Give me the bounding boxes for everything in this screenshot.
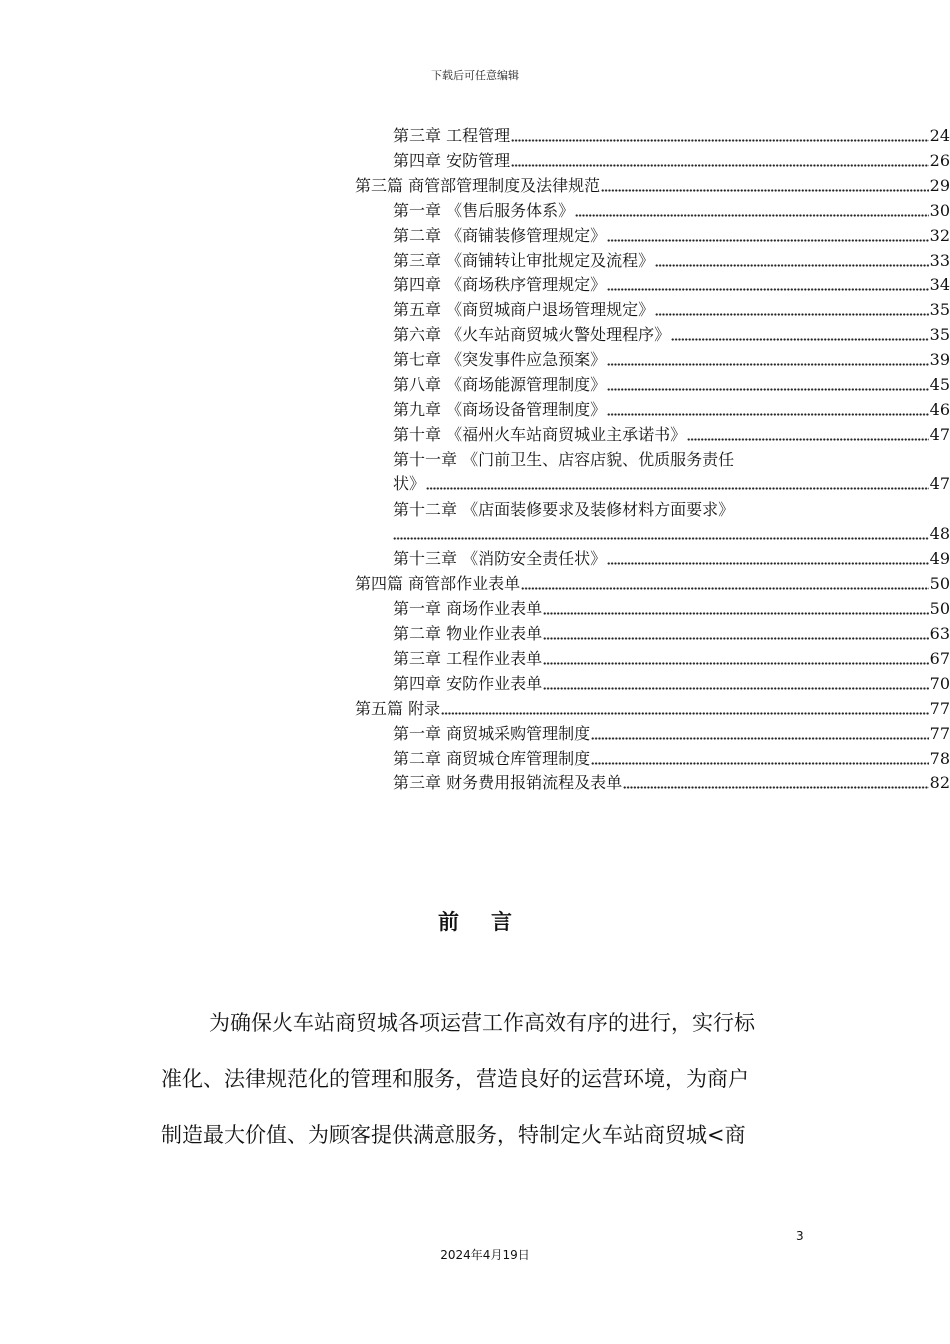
- toc-entry-title: 第七章 《突发事件应急预案》: [393, 350, 607, 370]
- toc-entry-title: 第八章 《商场能源管理制度》: [393, 375, 607, 394]
- toc-entry-page: 33: [929, 250, 950, 270]
- toc-entry-page: 77: [929, 723, 950, 743]
- toc-entry-title: 第三章 工程管理: [393, 126, 511, 145]
- dot-leader: [543, 661, 929, 666]
- dot-leader: [543, 686, 929, 691]
- toc-entry-page: 63: [929, 624, 950, 643]
- toc-entry-page: 50: [929, 599, 950, 619]
- dot-leader: [607, 287, 929, 292]
- toc-chapter-entry[interactable]: [393, 348, 950, 372]
- toc-chapter-entry[interactable]: [393, 747, 950, 771]
- toc-chapter-entry[interactable]: [393, 224, 950, 248]
- toc-entry-title: 第十二章 《店面装修要求及装修材料方面要求》: [393, 499, 735, 519]
- dot-leader: [607, 412, 929, 417]
- toc-entry-page: 47: [929, 424, 950, 444]
- toc-entry-page: 39: [929, 350, 950, 370]
- toc-part-entry[interactable]: [355, 572, 950, 596]
- dot-leader: [511, 163, 929, 168]
- toc-entry-title: 第五章 《商贸城商户退场管理规定》: [393, 300, 655, 320]
- toc-chapter-entry[interactable]: [393, 398, 950, 422]
- dot-leader: [607, 387, 929, 392]
- toc-entry-page: 47: [929, 473, 950, 493]
- toc-entry-title: 第三章 财务费用报销流程及表单: [393, 773, 623, 793]
- toc-chapter-entry[interactable]: [393, 622, 950, 646]
- toc-entry-title: 第三章 工程作业表单: [393, 648, 543, 668]
- toc-entry-title: 第二章 《商铺装修管理规定》: [393, 225, 607, 245]
- toc-chapter-entry[interactable]: [393, 249, 950, 273]
- toc-chapter-entry[interactable]: [393, 771, 950, 795]
- toc-entry-title: 第十一章 《门前卫生、店容店貌、优质服务责任: [393, 449, 735, 469]
- dot-leader: [521, 586, 929, 591]
- toc-entry-page: 48: [929, 523, 950, 543]
- dot-leader: [671, 337, 929, 342]
- toc-entry-title-continued: 状》: [393, 473, 426, 493]
- toc-entry-title: 第二章 物业作业表单: [393, 624, 543, 643]
- dot-leader: [543, 611, 929, 616]
- toc-chapter-entry[interactable]: [393, 498, 950, 546]
- dot-leader: [623, 785, 929, 790]
- dot-leader: [607, 238, 929, 243]
- toc-entry-title: 第一章 《售后服务体系》: [393, 200, 575, 220]
- toc-entry-title: 第二章 商贸城仓库管理制度: [393, 748, 591, 768]
- toc-entry-title: 第三篇 商管部管理制度及法律规范: [355, 175, 601, 195]
- preface-line: 为确保火车站商贸城各项运营工作高效有序的进行，实行标: [209, 1011, 755, 1035]
- dot-leader: [687, 437, 929, 442]
- toc-entry-page: 35: [929, 300, 950, 320]
- page-number: 3: [796, 1229, 804, 1243]
- toc-chapter-entry[interactable]: [393, 124, 950, 148]
- toc-chapter-entry[interactable]: [393, 423, 950, 447]
- toc-entry-title: 第一章 商场作业表单: [393, 599, 543, 619]
- toc-entry-page: 70: [929, 673, 950, 693]
- toc-entry-page: 45: [929, 375, 950, 394]
- toc-entry-title: 第三章 《商铺转让审批规定及流程》: [393, 250, 655, 270]
- toc-chapter-entry[interactable]: [393, 722, 950, 746]
- toc-part-entry[interactable]: [355, 174, 950, 198]
- toc-chapter-entry[interactable]: [393, 373, 950, 397]
- toc-entry-page: 35: [929, 325, 950, 345]
- toc-entry-page: 46: [929, 399, 950, 419]
- preface-title: 前言: [438, 909, 544, 934]
- toc-entry-title: 第五篇 附录: [355, 698, 441, 718]
- toc-entry-title: 第一章 商贸城采购管理制度: [393, 723, 591, 743]
- dot-leader: [591, 761, 929, 766]
- toc-entry-title: 第四章 安防作业表单: [393, 673, 543, 693]
- toc-chapter-entry[interactable]: [393, 647, 950, 671]
- dot-leader: [543, 636, 929, 641]
- dot-leader: [607, 362, 929, 367]
- toc-chapter-entry[interactable]: [393, 597, 950, 621]
- toc-entry-page: 32: [929, 225, 950, 245]
- toc-entry-page: 29: [929, 175, 950, 195]
- toc-chapter-entry[interactable]: [393, 199, 950, 223]
- toc-entry-title: 第四章 《商场秩序管理规定》: [393, 275, 607, 295]
- toc-chapter-entry[interactable]: [393, 448, 950, 496]
- page-header: 下载后可任意编辑: [431, 69, 519, 82]
- toc-entry-page: 82: [929, 773, 950, 793]
- dot-leader: [591, 736, 929, 741]
- toc-part-entry[interactable]: [355, 697, 950, 721]
- toc-entry-page: 26: [929, 150, 950, 170]
- toc-chapter-entry[interactable]: [393, 149, 950, 173]
- toc-entry-page: 78: [929, 748, 950, 768]
- dot-leader: [426, 486, 929, 491]
- footer-date: 2024年4月19日: [440, 1248, 530, 1262]
- dot-leader: [441, 711, 929, 716]
- dot-leader: [601, 188, 929, 193]
- toc-chapter-entry[interactable]: [393, 547, 950, 571]
- toc-entry-page: 34: [929, 275, 950, 295]
- toc-chapter-entry[interactable]: [393, 273, 950, 297]
- dot-leader: [655, 263, 929, 268]
- toc-entry-page: 30: [929, 200, 950, 220]
- toc-entry-title: 第十章 《福州火车站商贸城业主承诺书》: [393, 424, 687, 444]
- table-of-contents: [0, 124, 950, 793]
- dot-leader: [393, 536, 929, 541]
- preface-body: [161, 995, 807, 1163]
- toc-chapter-entry[interactable]: [393, 323, 950, 347]
- dot-leader: [655, 312, 929, 317]
- toc-entry-title: 第四篇 商管部作业表单: [355, 574, 521, 594]
- toc-entry-title: 第四章 安防管理: [393, 150, 511, 170]
- toc-entry-page: 67: [929, 648, 950, 668]
- dot-leader: [575, 213, 929, 218]
- toc-entry-page: 24: [929, 126, 950, 145]
- preface-line: 准化、法律规范化的管理和服务，营造良好的运营环境，为商户: [161, 1067, 749, 1091]
- toc-entry-page: 50: [929, 574, 950, 594]
- preface-line: 制造最大价值、为顾客提供满意服务，特制定火车站商贸城<商: [161, 1123, 746, 1147]
- toc-entry-page: 49: [929, 549, 950, 569]
- dot-leader: [511, 138, 929, 143]
- dot-leader: [607, 561, 929, 566]
- toc-entry-title: 第九章 《商场设备管理制度》: [393, 399, 607, 419]
- toc-chapter-entry[interactable]: [393, 672, 950, 696]
- toc-chapter-entry[interactable]: [393, 298, 950, 322]
- toc-entry-title: 第六章 《火车站商贸城火警处理程序》: [393, 325, 671, 345]
- toc-entry-page: 77: [929, 698, 950, 718]
- toc-entry-title: 第十三章 《消防安全责任状》: [393, 549, 607, 569]
